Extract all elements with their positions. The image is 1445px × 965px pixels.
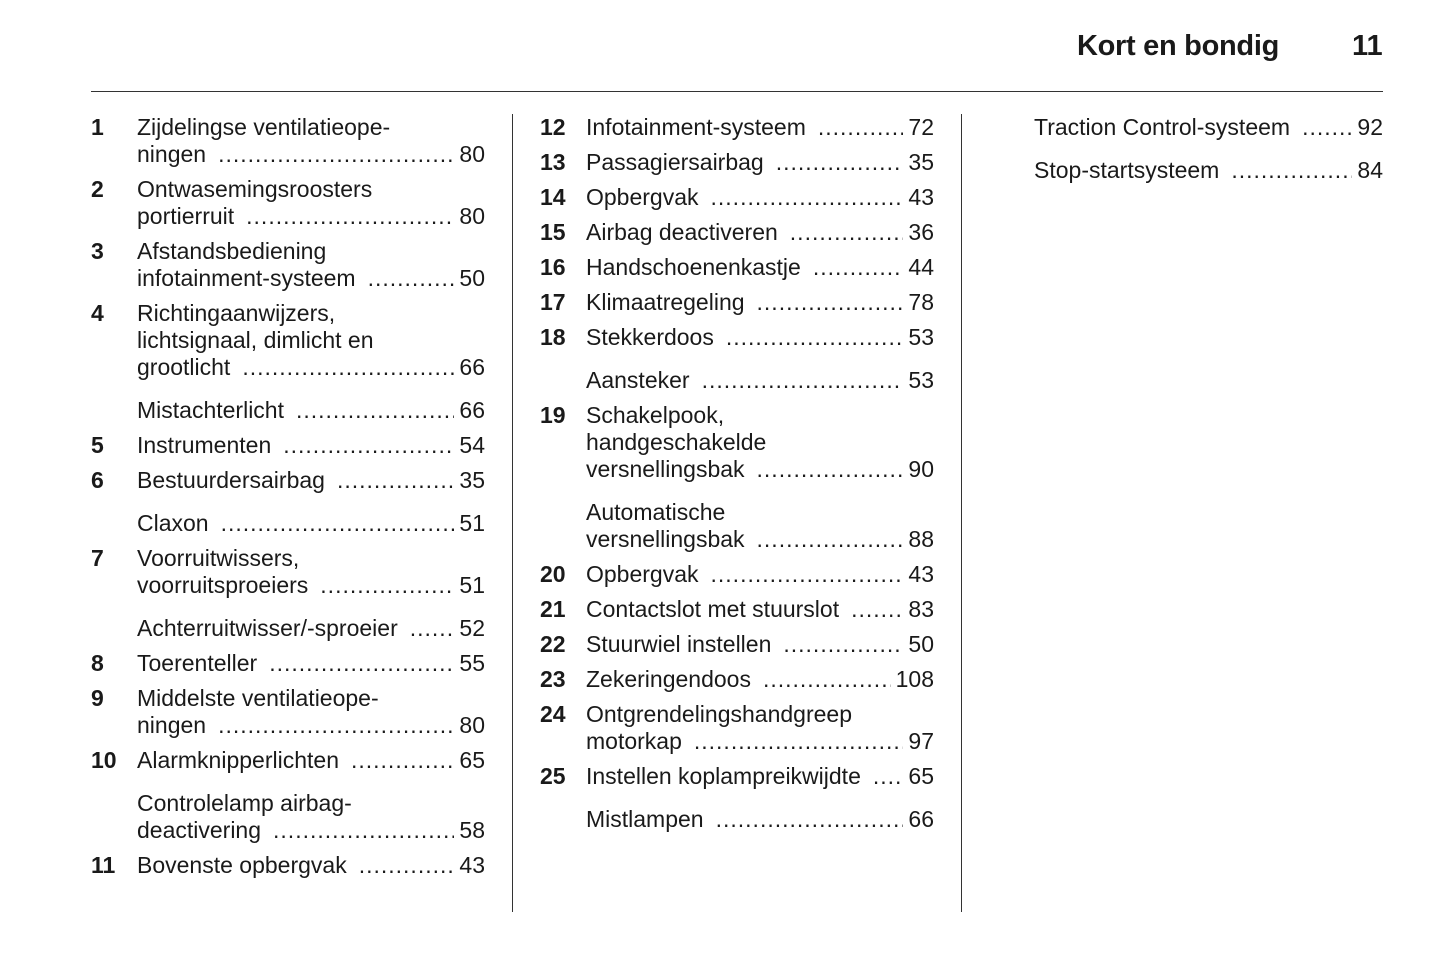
dot-leader xyxy=(851,596,903,623)
page-reference: 50 xyxy=(908,631,934,657)
index-entry xyxy=(91,467,485,494)
entry-label: ningen xyxy=(137,141,207,167)
page-reference: 72 xyxy=(908,114,934,140)
page-reference: 78 xyxy=(908,289,934,315)
dot-leader xyxy=(757,456,904,483)
item-number: 3 xyxy=(91,238,104,264)
entry-body xyxy=(586,806,934,833)
dot-leader xyxy=(694,728,904,755)
entry-leader-line xyxy=(137,397,485,424)
entry-leader-line xyxy=(586,763,934,790)
index-entry xyxy=(91,650,485,677)
index-entry xyxy=(91,238,485,292)
index-entry xyxy=(540,701,934,755)
entry-label: Zekeringendoos xyxy=(586,666,751,692)
entry-label: Klimaatregeling xyxy=(586,289,745,315)
entry-text-line: Controlelamp airbag- xyxy=(137,790,352,816)
item-number: 12 xyxy=(540,114,566,140)
entry-text-line: Middelste ventilatieope- xyxy=(137,685,379,711)
page-reference: 51 xyxy=(459,510,485,536)
entry-body xyxy=(586,499,934,553)
item-number: 4 xyxy=(91,300,104,326)
dot-leader xyxy=(776,149,904,176)
entry-leader-line xyxy=(137,203,485,230)
entry-body xyxy=(137,650,485,677)
entry-body xyxy=(137,300,485,381)
entry-leader-line xyxy=(137,852,485,879)
entry-body xyxy=(586,402,934,483)
entry-leader-line xyxy=(586,367,934,394)
entry-label: Traction Control-systeem xyxy=(1034,114,1291,140)
item-number: 13 xyxy=(540,149,566,175)
item-number: 5 xyxy=(91,432,104,458)
dot-leader xyxy=(218,141,454,168)
entry-label: Bestuurdersairbag xyxy=(137,467,325,493)
dot-leader xyxy=(757,289,904,316)
page-reference: 80 xyxy=(459,203,485,229)
entry-label: Stuurwiel instellen xyxy=(586,631,772,657)
item-number: 14 xyxy=(540,184,566,210)
index-entry xyxy=(91,545,485,599)
entry-leader-line xyxy=(137,615,485,642)
entry-label: motorkap xyxy=(586,728,682,754)
entry-leader-line xyxy=(137,712,485,739)
entry-leader-line xyxy=(1034,157,1383,184)
entry-leader-line xyxy=(586,666,934,693)
index-entry xyxy=(540,289,934,316)
entry-leader-line xyxy=(586,149,934,176)
entry-label: Instrumenten xyxy=(137,432,272,458)
entry-leader-line xyxy=(137,650,485,677)
page-reference: 108 xyxy=(895,666,934,692)
entry-body xyxy=(137,432,485,459)
entry-leader-line xyxy=(586,254,934,281)
page-reference: 66 xyxy=(459,354,485,380)
entry-leader-line xyxy=(586,526,934,553)
item-number: 18 xyxy=(540,324,566,350)
dot-leader xyxy=(711,561,904,588)
index-entry xyxy=(540,763,934,790)
section-title: Kort en bondig xyxy=(1077,30,1279,62)
dot-leader xyxy=(873,763,904,790)
dot-leader xyxy=(283,432,454,459)
dot-leader xyxy=(726,324,904,351)
entry-label: Opbergvak xyxy=(586,561,699,587)
index-column-1 xyxy=(91,114,485,887)
page-reference: 35 xyxy=(459,467,485,493)
dot-leader xyxy=(790,219,904,246)
index-entry xyxy=(91,300,485,381)
entry-leader-line xyxy=(137,572,485,599)
index-column-2 xyxy=(540,114,934,841)
entry-label: Contactslot met stuurslot xyxy=(586,596,840,622)
entry-body xyxy=(137,615,485,642)
entry-text-line: Richtingaanwijzers, xyxy=(137,300,336,326)
entry-leader-line xyxy=(586,561,934,588)
entry-body xyxy=(137,238,485,292)
entry-text-line: Automatische xyxy=(586,499,726,525)
item-number: 17 xyxy=(540,289,566,315)
entry-leader-line xyxy=(137,354,485,381)
index-entry xyxy=(91,432,485,459)
entry-leader-line xyxy=(137,747,485,774)
dot-leader xyxy=(269,650,454,677)
entry-label: Infotainment-systeem xyxy=(586,114,806,140)
item-number: 21 xyxy=(540,596,566,622)
dot-leader xyxy=(711,184,904,211)
entry-leader-line xyxy=(586,114,934,141)
dot-leader xyxy=(296,397,454,424)
item-number: 10 xyxy=(91,747,117,773)
entry-leader-line xyxy=(137,510,485,537)
index-entry xyxy=(91,510,485,537)
entry-label: Bovenste opbergvak xyxy=(137,852,347,878)
entry-label: Stekkerdoos xyxy=(586,324,714,350)
dot-leader xyxy=(783,631,903,658)
dot-leader xyxy=(246,203,454,230)
entry-body xyxy=(586,763,934,790)
page-reference: 97 xyxy=(908,728,934,754)
entry-body xyxy=(137,397,485,424)
entry-body xyxy=(586,219,934,246)
item-number: 25 xyxy=(540,763,566,789)
index-entry xyxy=(1034,114,1383,141)
dot-leader xyxy=(702,367,904,394)
entry-label: voorruitsproeiers xyxy=(137,572,309,598)
item-number: 11 xyxy=(91,852,116,878)
page-reference: 43 xyxy=(459,852,485,878)
entry-leader-line xyxy=(137,432,485,459)
index-entry xyxy=(540,666,934,693)
page-reference: 65 xyxy=(459,747,485,773)
index-entry xyxy=(540,149,934,176)
entry-body xyxy=(1034,114,1383,141)
index-entry xyxy=(91,176,485,230)
entry-body xyxy=(586,184,934,211)
index-entry xyxy=(540,499,934,553)
index-entry xyxy=(91,397,485,424)
entry-label: deactivering xyxy=(137,817,262,843)
page-reference: 44 xyxy=(908,254,934,280)
entry-body xyxy=(586,149,934,176)
entry-body xyxy=(586,114,934,141)
entry-label: Toerenteller xyxy=(137,650,258,676)
dot-leader xyxy=(716,806,904,833)
entry-text-line: Voorruitwissers, xyxy=(137,545,300,571)
entry-label: Passagiersairbag xyxy=(586,149,764,175)
dot-leader xyxy=(359,852,455,879)
page-reference: 90 xyxy=(908,456,934,482)
index-entry xyxy=(91,790,485,844)
page-reference: 53 xyxy=(908,367,934,393)
entry-body xyxy=(586,289,934,316)
entry-label: portierruit xyxy=(137,203,235,229)
entry-body xyxy=(137,114,485,168)
entry-leader-line xyxy=(586,596,934,623)
entry-leader-line xyxy=(586,728,934,755)
entry-label: grootlicht xyxy=(137,354,231,380)
entry-body xyxy=(137,790,485,844)
entry-body xyxy=(137,510,485,537)
index-entry xyxy=(540,184,934,211)
page-reference: 65 xyxy=(908,763,934,789)
entry-label: Stop-startsysteem xyxy=(1034,157,1220,183)
column-divider xyxy=(512,114,513,912)
entry-body xyxy=(586,631,934,658)
index-column-3 xyxy=(1034,114,1383,200)
entry-leader-line xyxy=(137,467,485,494)
page-reference: 54 xyxy=(459,432,485,458)
entry-body xyxy=(586,367,934,394)
entry-label: Alarmknipperlichten xyxy=(137,747,339,773)
index-entry xyxy=(540,254,934,281)
page-reference: 52 xyxy=(459,615,485,641)
page-reference: 50 xyxy=(459,265,485,291)
page-reference: 92 xyxy=(1357,114,1383,140)
entry-body xyxy=(137,545,485,599)
entry-body xyxy=(137,176,485,230)
dot-leader xyxy=(337,467,454,494)
entry-label: Claxon xyxy=(137,510,209,536)
item-number: 2 xyxy=(91,176,104,202)
dot-leader xyxy=(757,526,904,553)
item-number: 16 xyxy=(540,254,566,280)
index-entry xyxy=(91,114,485,168)
entry-text-line: Zijdelingse ventilatieope- xyxy=(137,114,391,140)
index-entry xyxy=(91,615,485,642)
entry-body xyxy=(586,701,934,755)
dot-leader xyxy=(221,510,455,537)
entry-leader-line xyxy=(137,265,485,292)
index-entry xyxy=(91,852,485,879)
entry-leader-line xyxy=(1034,114,1383,141)
entry-label: infotainment-systeem xyxy=(137,265,356,291)
dot-leader xyxy=(242,354,454,381)
entry-leader-line xyxy=(586,806,934,833)
entry-body xyxy=(586,596,934,623)
item-number: 6 xyxy=(91,467,104,493)
entry-label: versnellingsbak xyxy=(586,456,745,482)
item-number: 15 xyxy=(540,219,566,245)
entry-leader-line xyxy=(586,219,934,246)
header-rule xyxy=(91,91,1383,92)
dot-leader xyxy=(1302,114,1352,141)
entry-body xyxy=(586,254,934,281)
item-number: 19 xyxy=(540,402,566,428)
dot-leader xyxy=(351,747,454,774)
entry-label: Handschoenenkastje xyxy=(586,254,801,280)
entry-label: ningen xyxy=(137,712,207,738)
item-number: 9 xyxy=(91,685,104,711)
dot-leader xyxy=(763,666,891,693)
index-entry xyxy=(540,806,934,833)
dot-leader xyxy=(320,572,454,599)
entry-body xyxy=(586,666,934,693)
item-number: 7 xyxy=(91,545,104,571)
page-reference: 43 xyxy=(908,184,934,210)
entry-label: Mistlampen xyxy=(586,806,704,832)
entry-label: Mistachterlicht xyxy=(137,397,284,423)
page-reference: 80 xyxy=(459,712,485,738)
entry-body xyxy=(137,467,485,494)
entry-label: Opbergvak xyxy=(586,184,699,210)
entry-leader-line xyxy=(137,817,485,844)
entry-body xyxy=(137,852,485,879)
dot-leader xyxy=(410,615,455,642)
page-reference: 55 xyxy=(459,650,485,676)
item-number: 1 xyxy=(91,114,104,140)
entry-body xyxy=(1034,157,1383,184)
page-reference: 66 xyxy=(908,806,934,832)
entry-label: Instellen koplampreikwijdte xyxy=(586,763,861,789)
entry-label: Airbag deactiveren xyxy=(586,219,778,245)
page-reference: 84 xyxy=(1357,157,1383,183)
page-reference: 83 xyxy=(908,596,934,622)
item-number: 24 xyxy=(540,701,566,727)
index-entry xyxy=(91,747,485,774)
page-reference: 66 xyxy=(459,397,485,423)
item-number: 8 xyxy=(91,650,104,676)
page-reference: 88 xyxy=(908,526,934,552)
index-entry xyxy=(540,631,934,658)
page-reference: 35 xyxy=(908,149,934,175)
entry-body xyxy=(137,747,485,774)
entry-text-line: Afstandsbediening xyxy=(137,238,327,264)
page-reference: 43 xyxy=(908,561,934,587)
entry-text-line: lichtsignaal, dimlicht en xyxy=(137,327,374,353)
dot-leader xyxy=(1231,157,1352,184)
entry-text-line: Ontwasemingsroosters xyxy=(137,176,373,202)
page-reference: 53 xyxy=(908,324,934,350)
dot-leader xyxy=(813,254,904,281)
index-entry xyxy=(540,561,934,588)
page-reference: 36 xyxy=(908,219,934,245)
item-number: 20 xyxy=(540,561,566,587)
index-entry xyxy=(540,114,934,141)
index-entry xyxy=(540,367,934,394)
entry-leader-line xyxy=(586,456,934,483)
entry-body xyxy=(137,685,485,739)
item-number: 23 xyxy=(540,666,566,692)
entry-label: Achterruitwisser/-sproeier xyxy=(137,615,398,641)
page-number: 11 xyxy=(1352,30,1383,62)
entry-text-line: Ontgrendelingshandgreep xyxy=(586,701,852,727)
entry-leader-line xyxy=(586,184,934,211)
item-number: 22 xyxy=(540,631,566,657)
dot-leader xyxy=(368,265,455,292)
entry-leader-line xyxy=(586,289,934,316)
index-entry xyxy=(91,685,485,739)
entry-leader-line xyxy=(586,324,934,351)
page-header xyxy=(0,30,1445,70)
entry-text-line: handgeschakelde xyxy=(586,429,767,455)
index-entry xyxy=(540,402,934,483)
page-reference: 51 xyxy=(459,572,485,598)
entry-leader-line xyxy=(586,631,934,658)
dot-leader xyxy=(273,817,454,844)
entry-leader-line xyxy=(137,141,485,168)
page-reference: 58 xyxy=(459,817,485,843)
entry-label: Aansteker xyxy=(586,367,690,393)
dot-leader xyxy=(818,114,904,141)
index-entry xyxy=(540,219,934,246)
entry-label: versnellingsbak xyxy=(586,526,745,552)
entry-body xyxy=(586,561,934,588)
index-entry xyxy=(540,324,934,351)
dot-leader xyxy=(218,712,454,739)
index-entry xyxy=(540,596,934,623)
column-divider xyxy=(961,114,962,912)
entry-body xyxy=(586,324,934,351)
index-entry xyxy=(1034,157,1383,184)
page-reference: 80 xyxy=(459,141,485,167)
entry-text-line: Schakelpook, xyxy=(586,402,725,428)
